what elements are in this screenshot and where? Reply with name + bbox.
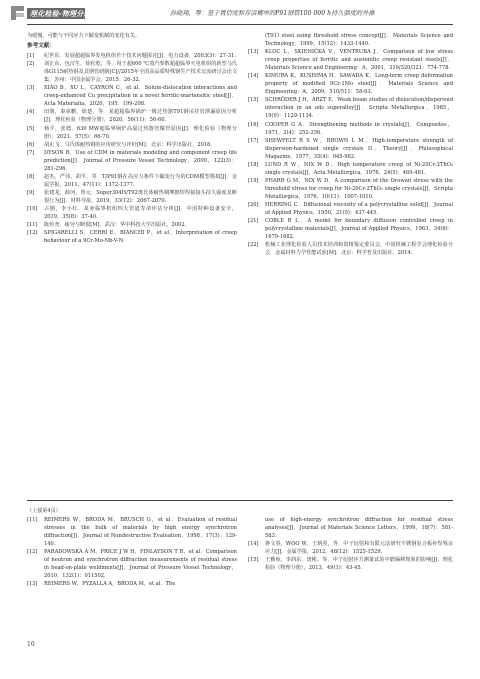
- reference-number: [1]: [27, 53, 35, 60]
- reference-number: [3]: [27, 85, 35, 92]
- reference-item: [248, 241, 453, 257]
- reference-text: 王雅琼，李润东，唐彬，等．中子衍射应力测量试验中磨偏移现象的影响[J]．理化检验（物理分册），2013，49(1)：43-45.: [265, 557, 453, 572]
- reference-text: SCHRÖDER J H，ARZT E．Weak beam studies of dislocation/dispersoid interaction in an ods superalloy[J]．Scripta Metallurgica，1985，19(9)：1129-1134.: [265, 97, 453, 120]
- reference-text: KLOC L，SKIENIČKA V，VENTRUBA J．Comparison of low stress creep properties of ferritic and austenitic creep resistant steels[J]．Materials Science and Engineering：A，2001，319/320/321：774-778.: [265, 49, 453, 72]
- reference-number: [11]: [27, 517, 38, 524]
- reference-text: PHARR G M，NIX W D．A comparison of the Orowan stress with the threshold stress for creep for Ni-20Cr-2ThO₂ single crystals[J]．Scripta Metallurgica，1976，10(11)：1007-1010.: [265, 177, 453, 200]
- reference-number: [10]: [27, 205, 38, 212]
- reference-number: [7]: [27, 149, 35, 156]
- reference-number: [4]: [27, 109, 35, 116]
- journal-logo-icon: [10, 5, 26, 21]
- reference-item: [248, 161, 453, 177]
- reference-number: [6]: [27, 141, 35, 148]
- reference-item: [27, 52, 237, 60]
- reference-item: [248, 96, 453, 120]
- reference-text: COBLE R L．A model for boundary diffusion controlled creep in polycrystalline materials[J]．Journal of Applied Physics，1963，34(6)：1679-1682.: [265, 218, 453, 241]
- header-rule: [27, 24, 453, 25]
- reference-number: [12]: [27, 230, 38, 237]
- reference-number: [15]: [248, 97, 259, 104]
- reference-text: SHEWFELT R S W，BROWN L M．High-temperature strength of dispersion-hardened single crystals II．Theory[J]．Philosophical Magazine，1977，35(4)：945-962.: [265, 137, 453, 160]
- reference-number: [16]: [248, 121, 259, 128]
- reference-item: [248, 121, 453, 137]
- page-number: 10: [27, 641, 35, 648]
- continued-note: （上接第4页）: [27, 508, 61, 514]
- reference-number: [13]: [248, 49, 259, 56]
- reference-item: [248, 556, 453, 572]
- reference-item: [248, 516, 453, 540]
- reference-item: [27, 221, 237, 229]
- left-column: [27, 32, 237, 245]
- reference-item: [248, 137, 453, 161]
- reference-text: KIMURA K，KUSHIMA H，SAWADA K．Long-term creep deformation property of modified 9Cr-1Mo steel[J]．Materials Science and Engineering：A，2009，510/511：58-63.: [265, 73, 453, 96]
- reference-number: [11]: [27, 222, 38, 229]
- reference-list-left: [27, 52, 237, 245]
- reference-text: DYSON B．Use of CDM in materials modeling and component creep life prediction[J]．Journal of Pressure Vessel Technology，2000，122(3)：281-296.: [44, 149, 237, 172]
- reference-text: 占刚，李小红．某亚临界机组四大管道寿命评估分析[J]．中国特种设备安全，2019，35(8)：37-40.: [44, 205, 237, 221]
- reference-item: [248, 48, 453, 72]
- right-column: [248, 32, 453, 257]
- reference-number: [15]: [248, 557, 259, 564]
- reference-text: 赵杰，严伟，胡平，等．T/P91钢在高应力条件下蠕变行为的CDM模型模拟[J]．金属学报，2011，47(11)：1372-1377.: [44, 173, 237, 188]
- reference-item: [248, 217, 453, 241]
- reference-list-right: [248, 32, 453, 257]
- reference-number: [17]: [248, 137, 259, 144]
- reference-text: 蒋文春，WOO W，王炳英，等．中子衍射和有限元法研究不锈钢复合板补焊残余应力[J]．金属学报，2012，48(12)：1525-1529.: [265, 541, 453, 556]
- reference-item: [27, 125, 237, 141]
- lower-left-column: [27, 507, 237, 588]
- reference-number: [13]: [27, 581, 38, 588]
- reference-text: 刘正东，包汉生，徐松乾，等．用于超600 ℃蒸汽参数超超临界火电机组的新型马氏体G115耐热钢及其钢管研制[C]//2015年全国高品质特殊钢生产技术交流研讨会论文集．苏州：中国金属学会，2015：26-32.: [44, 61, 237, 84]
- reference-item: [248, 201, 453, 217]
- reference-item: [27, 84, 237, 108]
- reference-item: [27, 548, 237, 580]
- section-divider: [27, 500, 453, 501]
- reference-text: PARADOWSKA A M，PRICE J W H，FINLAYSON T R，et al．Comparison of neutron and synchrotron diffraction measurements of residual stress in bead-on-plate weldments[J]．Journal of Pressure Vessel Technology，2010，132(1)：011502.: [44, 549, 237, 580]
- reference-text: LUND R W，NIX W D．High temperature creep of Ni-20Cr-2ThO₂ single crystals[J]．Acta Metallurgica，1976，24(5)：469-481.: [265, 161, 453, 176]
- reference-list-lower-left: [27, 516, 237, 588]
- lower-right-column: [248, 516, 453, 572]
- reference-text: SPIGARELLI S，CERRI E，BIANCHI P，et al．Interpretation of creep behaviour of a 9Cr-Mo-Nb-V-N: [44, 230, 237, 245]
- intro-text: 为缓慢，可能与不同应力下蠕变机制的变化有关。: [27, 33, 141, 39]
- reference-item: [27, 205, 237, 221]
- reference-number: [14]: [248, 541, 259, 548]
- reference-item: [27, 229, 237, 245]
- journal-logo-text: 理化检验-物理分册: [30, 10, 91, 18]
- page-header: [0, 0, 480, 30]
- reference-item: [27, 173, 237, 189]
- reference-item: [27, 516, 237, 548]
- reference-text: 机械工业理化检验人员技术培训和资格鉴定委员会，中国机械工程学会理化检验分会．金属材料力学性能试验[M]．北京：科学普及出版社，2014.: [265, 242, 453, 257]
- reference-number: [20]: [248, 201, 259, 208]
- reference-item: [248, 177, 453, 201]
- running-title: 孙晓翔，等：基于置信度和存活概率的P91钢管100 000 h持久强度的外推: [170, 10, 375, 17]
- reference-item: [27, 189, 237, 205]
- reference-number: [5]: [27, 125, 35, 132]
- reference-text: XIAO B，XU L，CAYRON C，et al．Solute-dislocation interactions and creep-enhanced Cu precipitation in a novel ferritic-martensitic steel[J]．Acta Materialia，2020，195：199-208.: [44, 85, 237, 108]
- reference-number: [9]: [27, 189, 35, 196]
- reference-number: [2]: [27, 61, 35, 68]
- reference-number: [21]: [248, 218, 259, 225]
- reference-text: 杨平，张德．630 MW超临界锅炉高温过热器管爆管原因[J]．理化检验（物理分册），2021，57(5)：66-70.: [44, 125, 237, 140]
- references-heading: 参考文献：: [27, 43, 55, 50]
- reference-item: [27, 141, 237, 149]
- reference-item: [248, 72, 453, 96]
- reference-text: REIMERS W，PYZALLA A，BRODA M，et al．The: [44, 581, 176, 588]
- reference-text: COOPER G A．Strengthening methods in crystals[J]．Composites，1971，2(4)：252-256.: [265, 121, 453, 136]
- reference-text: use of high-energy synchrotron diffraction for residual stress analyses[J]．Journal of Materials Science Letters，1999，18(7)：581-583.: [265, 517, 453, 540]
- reference-number: [14]: [248, 73, 259, 80]
- reference-item: [27, 108, 237, 124]
- reference-number: [18]: [248, 161, 259, 168]
- reference-item: [27, 60, 237, 84]
- reference-text: 田骏，秦承鹏，徐楚，等．某超超临界锅炉一级过热器T91钢吊挂管泄漏原因分析[J]．理化检验（物理分册），2020，56(11)：56-60.: [44, 109, 237, 124]
- reference-text: HERRING C．Diffusional viscosity of a polycrystalline solid[J]．Journal of Applied Physics，1950，21(5)：437-445.: [265, 201, 453, 217]
- reference-text: 胡正飞．马氏体耐热钢的应用研究与评价[M]．北京：科学出版社，2018.: [44, 141, 212, 148]
- reference-text: 陈传尧．疲劳与断裂[M]．武汉：华中科技大学出版社，2002.: [44, 222, 187, 229]
- reference-item: [27, 580, 237, 588]
- reference-text: 纪世东．发展超超临界发电机组若干技术问题探讨[J]．电力设备，2003(3)：27-31.: [44, 53, 236, 60]
- reference-number: [8]: [27, 173, 35, 180]
- reference-number: [22]: [248, 242, 259, 249]
- reference-list-lower-right: [248, 516, 453, 572]
- reference-text: REIMERS W，BRODA M，BRUSCH G，et al．Evaluation of residual stresses in the bulk of materials by high energy synchrotron diffraction[J]．Journal of Nondestructive Evaluation，1998，17(3)：129-140.: [44, 517, 237, 548]
- reference-item: [248, 540, 453, 556]
- reference-number: [19]: [248, 177, 259, 184]
- reference-item: [27, 149, 237, 173]
- reference-text: 张建龙，薛河，鲁元．Super304H/T92奥氏体耐热钢摩擦焊焊接接头持久强度及断裂行为[J]．材料导报，2019，33(12)：2067-2070.: [44, 189, 237, 204]
- reference-text: (T91) steel using threshold stress concept[J]．Materials Science and Technology，1999，15(12)：1433-1440.: [265, 33, 453, 48]
- reference-number: [12]: [27, 549, 38, 556]
- reference-item: [248, 32, 453, 48]
